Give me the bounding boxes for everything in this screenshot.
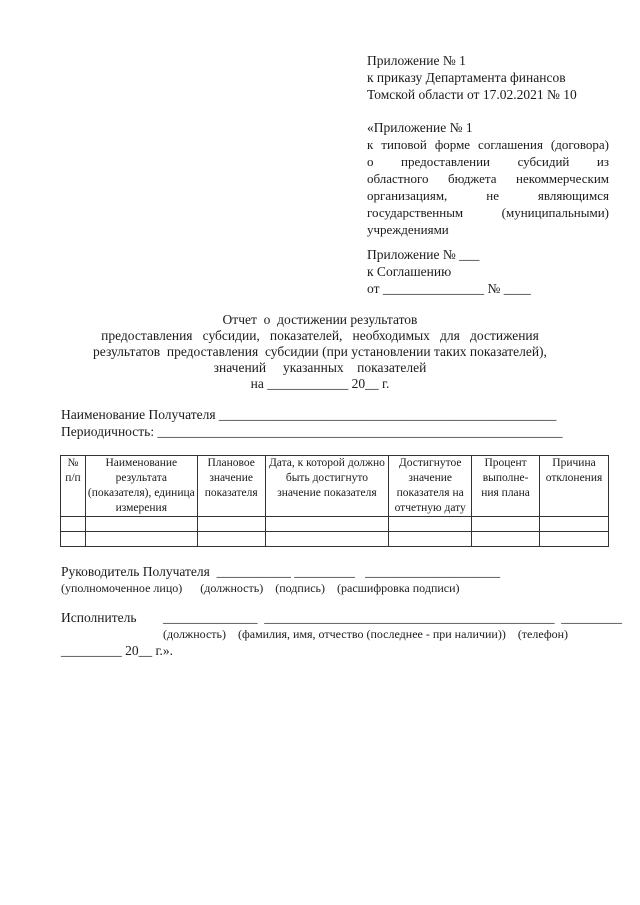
appendix-3-title: Приложение № ___ bbox=[367, 247, 480, 262]
header-deviation-reason: Причина отклонения bbox=[540, 456, 609, 517]
table-cell bbox=[85, 532, 197, 547]
header-number: № п/п bbox=[61, 456, 86, 517]
appendix-3-agreement: к Соглашению bbox=[367, 264, 452, 279]
appendix-3-number: от _______________ № ____ bbox=[367, 281, 531, 296]
header-result-name: Наименование результата (показателя), единица измерения bbox=[85, 456, 197, 517]
recipient-name-field: Наименование Получателя __________________________________________________ bbox=[61, 407, 557, 422]
head-signature-line: Руководитель Получателя ___________ _________ ____________________ bbox=[61, 564, 501, 579]
table-cell bbox=[472, 532, 540, 547]
periodicity-field: Периодичность: ____________________________________________________________ bbox=[61, 424, 563, 439]
table-cell bbox=[197, 532, 265, 547]
table-cell bbox=[540, 517, 609, 532]
executor-signature-caption: (должность) (фамилия, имя, отчество (последнее - при наличии)) (телефон) bbox=[163, 627, 569, 641]
table-cell bbox=[61, 532, 86, 547]
table-cell bbox=[197, 517, 265, 532]
executor-label: Исполнитель bbox=[61, 610, 137, 625]
table-row bbox=[61, 532, 609, 547]
executor-signature-line: ______________ ___________________________________________ _________ bbox=[163, 610, 622, 625]
report-title-2: предоставления субсидии, показателей, необходимых для достижения bbox=[101, 328, 539, 343]
report-table bbox=[60, 455, 609, 547]
table-cell bbox=[265, 517, 389, 532]
appendix-2-line-4: организациям, не являющимся bbox=[367, 188, 609, 203]
appendix-1-order: к приказу Департамента финансов bbox=[367, 70, 566, 85]
header-completion-percent: Процент выполне- ния плана bbox=[472, 456, 540, 517]
head-signature-caption: (уполномоченное лицо) (должность) (подпись) (расшифровка подписи) bbox=[61, 581, 460, 595]
appendix-2-line-2: о предоставлении субсидий из bbox=[367, 154, 609, 169]
executor-date-line: _________ 20__ г.». bbox=[61, 643, 174, 658]
report-date: на ____________ 20__ г. bbox=[250, 376, 390, 391]
table-cell bbox=[61, 517, 86, 532]
report-title-4: значений указанных показателей bbox=[213, 360, 427, 375]
appendix-2-line-5: государственным (муниципальными) bbox=[367, 205, 609, 220]
report-title-3: результатов предоставления субсидии (при установлении таких показателей), bbox=[93, 344, 547, 359]
appendix-1-title: Приложение № 1 bbox=[367, 53, 466, 68]
table-header-row bbox=[61, 456, 609, 517]
appendix-2-line-6: учреждениями bbox=[367, 222, 449, 237]
table-cell bbox=[265, 532, 389, 547]
header-target-date: Дата, к которой должно быть достигнуто значение показателя bbox=[265, 456, 389, 517]
appendix-2-title: «Приложение № 1 bbox=[367, 120, 473, 135]
table-cell bbox=[85, 517, 197, 532]
table-row bbox=[61, 517, 609, 532]
report-title-1: Отчет о достижении результатов bbox=[222, 312, 418, 327]
table-cell bbox=[389, 517, 472, 532]
appendix-2-line-1: к типовой форме соглашения (договора) bbox=[367, 137, 609, 152]
table-cell bbox=[472, 517, 540, 532]
header-achieved-value: Достигнутое значение показателя на отчетную дату bbox=[389, 456, 472, 517]
appendix-2-line-3: областного бюджета некоммерческим bbox=[367, 171, 609, 186]
header-planned-value: Плановое значение показателя bbox=[197, 456, 265, 517]
appendix-1-date: Томской области от 17.02.2021 № 10 bbox=[367, 87, 577, 102]
table-cell bbox=[540, 532, 609, 547]
table-cell bbox=[389, 532, 472, 547]
